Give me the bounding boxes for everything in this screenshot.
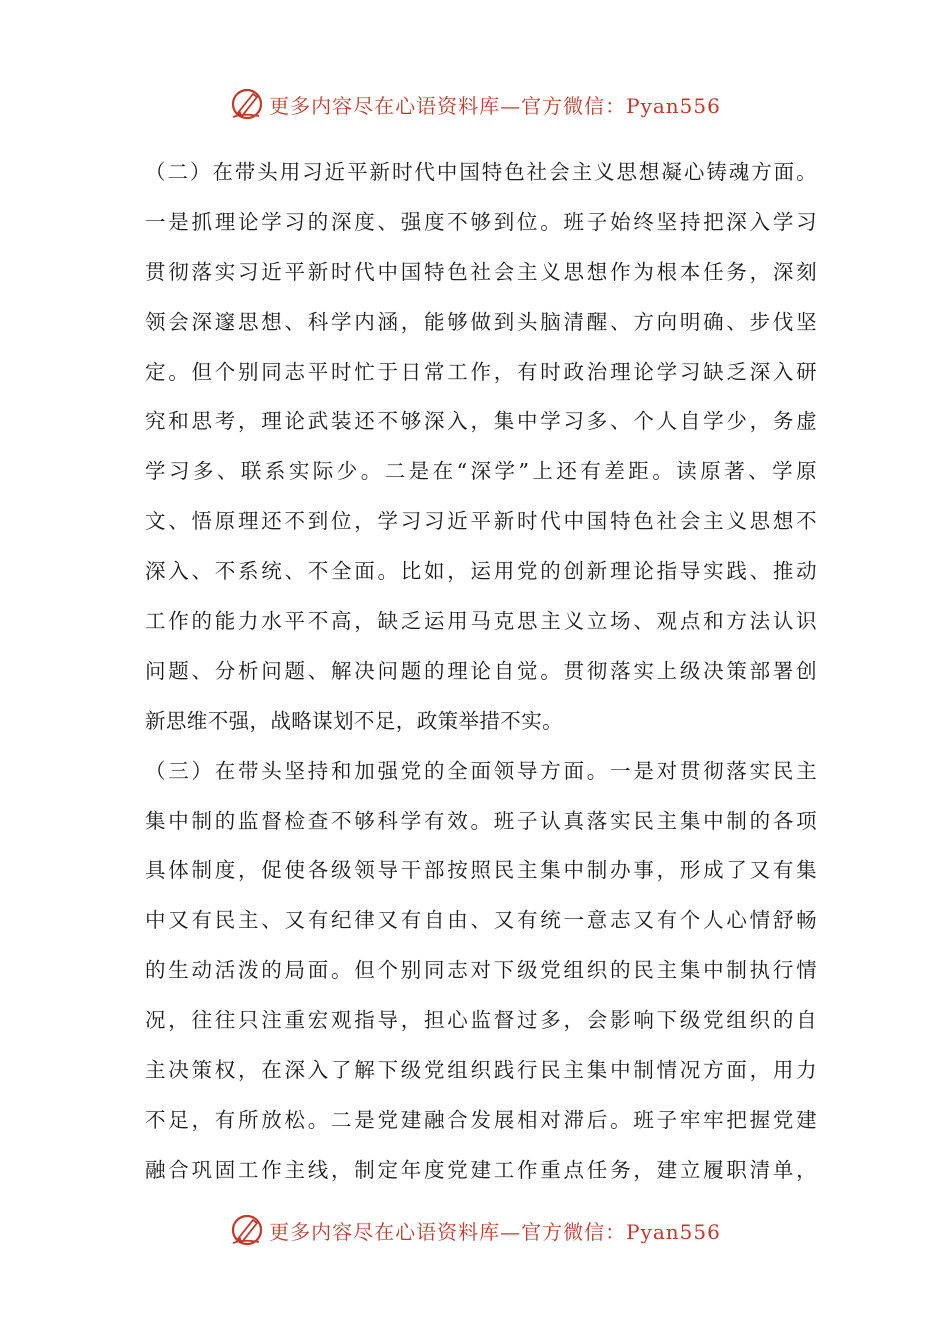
footer-banner-text: 更多内容尽在心语资料库—官方微信：Pyan556 (269, 1219, 721, 1244)
text-line: 具体制度，促使各级领导干部按照民主集中制办事，形成了又有集 (145, 858, 817, 883)
text-line: 融合巩固工作主线，制定年度党建工作重点任务，建立履职清单， (145, 1157, 817, 1182)
header-banner-text: 更多内容尽在心语资料库—官方微信：Pyan556 (269, 93, 721, 118)
text-line: 中又有民主、又有纪律又有自由、又有统一意志又有个人心情舒畅 (145, 908, 817, 933)
text-line: 定。但个别同志平时忙于日常工作，有时政治理论学习缺乏深入研 (145, 359, 817, 384)
text-line: 集中制的监督检查不够科学有效。班子认真落实民主集中制的各项 (145, 808, 817, 833)
text-line: 新思维不强，战略谋划不足，政策举措不实。 (145, 708, 563, 733)
text-line: （二）在带头用习近平新时代中国特色社会主义思想凝心铸魂方面。 (145, 160, 817, 184)
text-line: 究和思考，理论武装还不够深入，集中学习多、个人自学少，务虚 (145, 409, 817, 434)
text-line: 深入、不系统、不全面。比如，运用党的创新理论指导实践、推动 (145, 559, 817, 584)
text-line: 文、悟原理还不到位，学习习近平新时代中国特色社会主义思想不 (145, 509, 817, 534)
text-line: 问题、分析问题、解决问题的理论自觉。贯彻落实上级决策部署创 (145, 658, 817, 683)
text-line: 领会深邃思想、科学内涵，能够做到头脑清醒、方向明确、步伐坚 (145, 309, 817, 334)
text-line: 主决策权，在深入了解下级党组织践行民主集中制情况方面，用力 (145, 1058, 817, 1083)
text-line: （三）在带头坚持和加强党的全面领导方面。一是对贯彻落实民主 (145, 758, 817, 783)
document-body (145, 148, 817, 1196)
text-line: 工作的能力水平不高，缺乏运用马克思主义立场、观点和方法认识 (145, 609, 817, 634)
text-line: 贯彻落实习近平新时代中国特色社会主义思想作为根本任务，深刻 (145, 259, 817, 284)
text-line: 的生动活泼的局面。但个别同志对下级党组织的民主集中制执行情 (145, 958, 817, 983)
text-line: 一是抓理论学习的深度、强度不够到位。班子始终坚持把深入学习 (145, 209, 817, 234)
text-line: 学习多、联系实际少。二是在“深学”上还有差距。读原著、学原 (145, 459, 817, 484)
text-line: 不足，有所放松。二是党建融合发展相对滞后。班子牢牢把握党建 (145, 1107, 817, 1132)
header-banner (0, 84, 950, 124)
pen-logo-icon (229, 1212, 265, 1248)
pen-logo-icon (229, 86, 265, 122)
footer-banner (0, 1210, 950, 1250)
text-line: 况，往往只注重宏观指导，担心监督过多，会影响下级党组织的自 (145, 1008, 817, 1033)
